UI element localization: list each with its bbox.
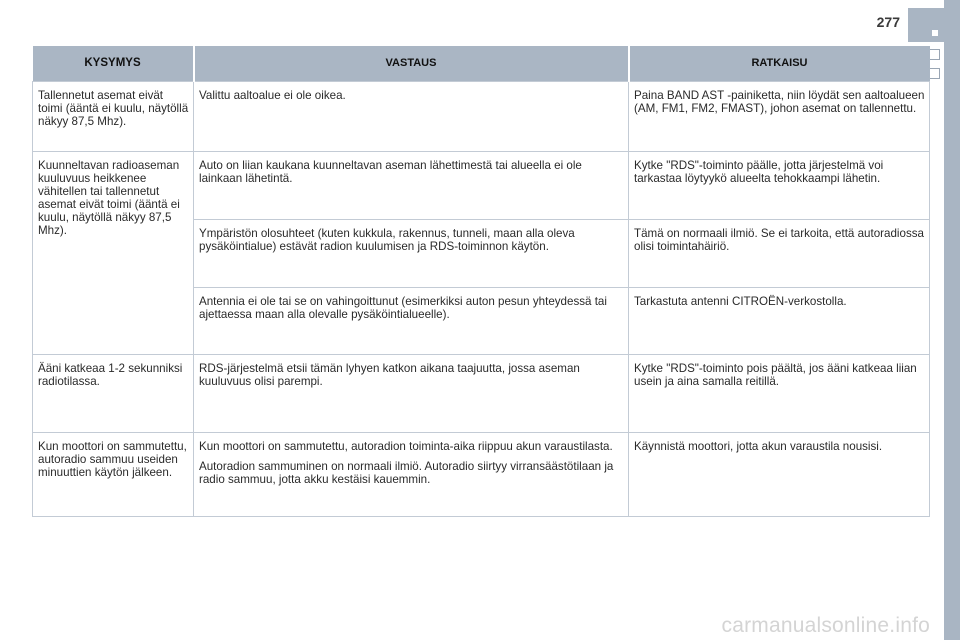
page-number: 277 <box>876 14 900 30</box>
solution-cell: Tarkastuta antenni CITROËN-verkostolla. <box>629 288 930 355</box>
answer-cell: Ympäristön olosuhteet (kuten kukkula, rakennus, tunneli, maan alla oleva pysäköintialue) estävät radion kuulumisen ja RDS-toiminnon käytön. <box>194 220 629 288</box>
header-question: KYSYMYS <box>33 46 194 82</box>
question-cell: Ääni katkeaa 1-2 sekunniksi radiotilassa. <box>33 355 194 433</box>
chapter-tab <box>908 8 944 42</box>
table-row <box>33 355 930 433</box>
table-row <box>33 433 930 517</box>
watermark: carmanualsonline.info <box>721 614 930 637</box>
header-solution: RATKAISU <box>629 46 930 82</box>
solution-cell: Paina BAND AST -painiketta, niin löydät sen aaltoalueen (AM, FM1, FM2, FMAST), johon asemat on tallennettu. <box>629 82 930 152</box>
header-answer: VASTAUS <box>194 46 629 82</box>
solution-cell: Käynnistä moottori, jotta akun varaustila nousisi. <box>629 433 930 517</box>
answer-cell: Valittu aaltoalue ei ole oikea. <box>194 82 629 152</box>
troubleshooting-table <box>32 46 930 517</box>
side-box-bottom <box>929 68 940 79</box>
question-cell: Kun moottori on sammutettu, autoradio sammuu useiden minuuttien käytön jälkeen. <box>33 433 194 517</box>
table-row <box>33 82 930 152</box>
table-row <box>33 152 930 220</box>
answer-cell: RDS-järjestelmä etsii tämän lyhyen katkon aikana taajuutta, jossa aseman kuuluvuus olisi parempi. <box>194 355 629 433</box>
answer-paragraph: Autoradion sammuminen on normaali ilmiö. Autoradio siirtyy virransäästötilaan ja radio sammuu, jotta akku kestäisi kauemmin. <box>199 460 614 486</box>
solution-cell: Kytke "RDS"-toiminto päälle, jotta järjestelmä voi tarkastaa löytyykö alueelta tehokkaampi lähetin. <box>629 152 930 220</box>
side-box-top <box>929 49 940 60</box>
answer-cell: Auto on liian kaukana kuunneltavan aseman lähettimestä tai alueella ei ole lainkaan lähetintä. <box>194 152 629 220</box>
solution-cell: Kytke "RDS"-toiminto pois päältä, jos ääni katkeaa liian usein ja aina samalla reitillä. <box>629 355 930 433</box>
question-cell: Kuunneltavan radioaseman kuuluvuus heikkenee vähitellen tai tallennetut asemat eivät toimi (ääntä ei kuulu, näytöllä näkyy 87,5 Mhz). <box>33 152 194 355</box>
table-header-row <box>33 46 930 82</box>
answer-cell <box>194 433 629 517</box>
side-rail <box>944 0 960 640</box>
answer-cell: Antennia ei ole tai se on vahingoittunut (esimerkiksi auton pesun yhteydessä tai ajettaessa maan alla olevalle pysäköintialueelle). <box>194 288 629 355</box>
answer-paragraph: Kun moottori on sammutettu, autoradion toiminta-aika riippuu akun varaustilasta. <box>199 440 613 453</box>
solution-cell: Tämä on normaali ilmiö. Se ei tarkoita, että autoradiossa olisi toimintahäiriö. <box>629 220 930 288</box>
tab-dot <box>932 30 938 36</box>
question-cell: Tallennetut asemat eivät toimi (ääntä ei kuulu, näytöllä näkyy 87,5 Mhz). <box>33 82 194 152</box>
